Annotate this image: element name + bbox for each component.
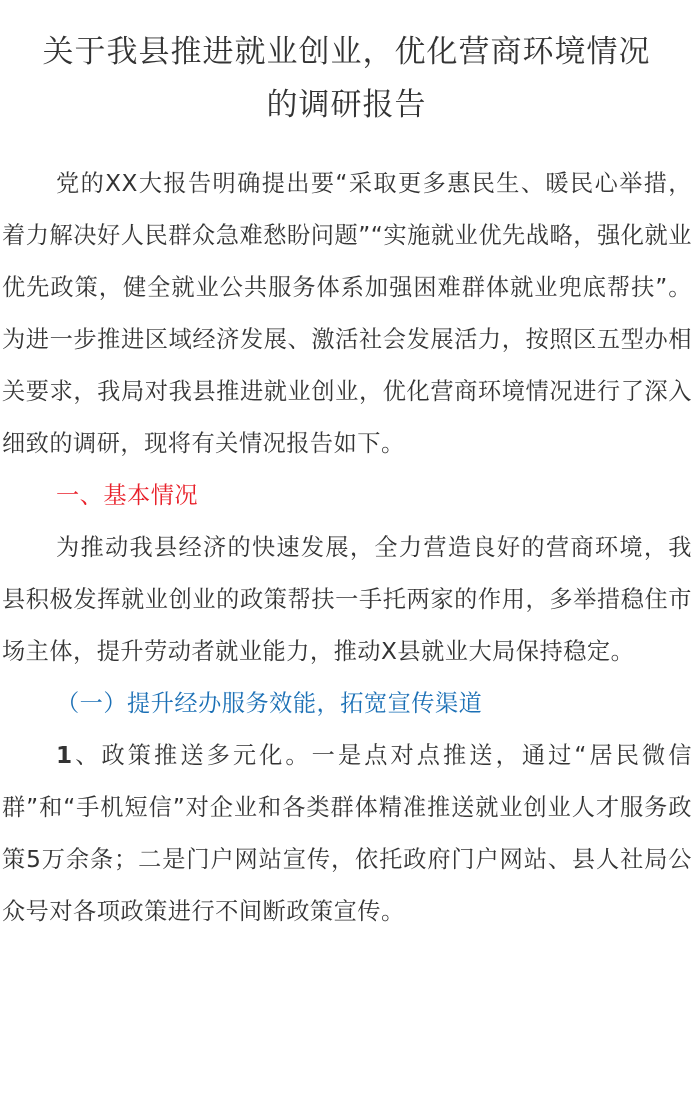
title-line-1: 关于我县推进就业创业，优化营商环境情况 [42, 34, 651, 70]
section-heading-basic-situation: 一、基本情况 [56, 482, 199, 509]
document-title [0, 26, 693, 132]
document-body [2, 158, 692, 938]
item-text: 、政策推送多元化。一是点对点推送，通过“居民微信群”和“手机短信”对企业和各类群体精准推送就业创业人才服务政策5万余条；二是门户网站宣传，依托政府门户网站、县人社局公众号对各项政策进行不间断政策宣传。 [2, 742, 692, 925]
title-line-2: 的调研报告 [266, 87, 427, 123]
item-number: 1 [56, 742, 73, 769]
item-paragraph [2, 730, 692, 938]
subsection-heading: （一）提升经办服务效能，拓宽宣传渠道 [56, 690, 483, 717]
intro-paragraph: 党的XX大报告明确提出要“采取更多惠民生、暖民心举措，着力解决好人民群众急难愁盼问题”“实施就业优先战略，强化就业优先政策，健全就业公共服务体系加强困难群体就业兜底帮扶”。为进一步推进区域经济发展、激活社会发展活力，按照区五型办相关要求，我局对我县推进就业创业，优化营商环境情况进行了深入细致的调研，现将有关情况报告如下。 [2, 170, 692, 457]
section-paragraph: 为推动我县经济的快速发展，全力营造良好的营商环境，我县积极发挥就业创业的政策帮扶一手托两家的作用，多举措稳住市场主体，提升劳动者就业能力，推动X县就业大局保持稳定。 [2, 534, 692, 665]
